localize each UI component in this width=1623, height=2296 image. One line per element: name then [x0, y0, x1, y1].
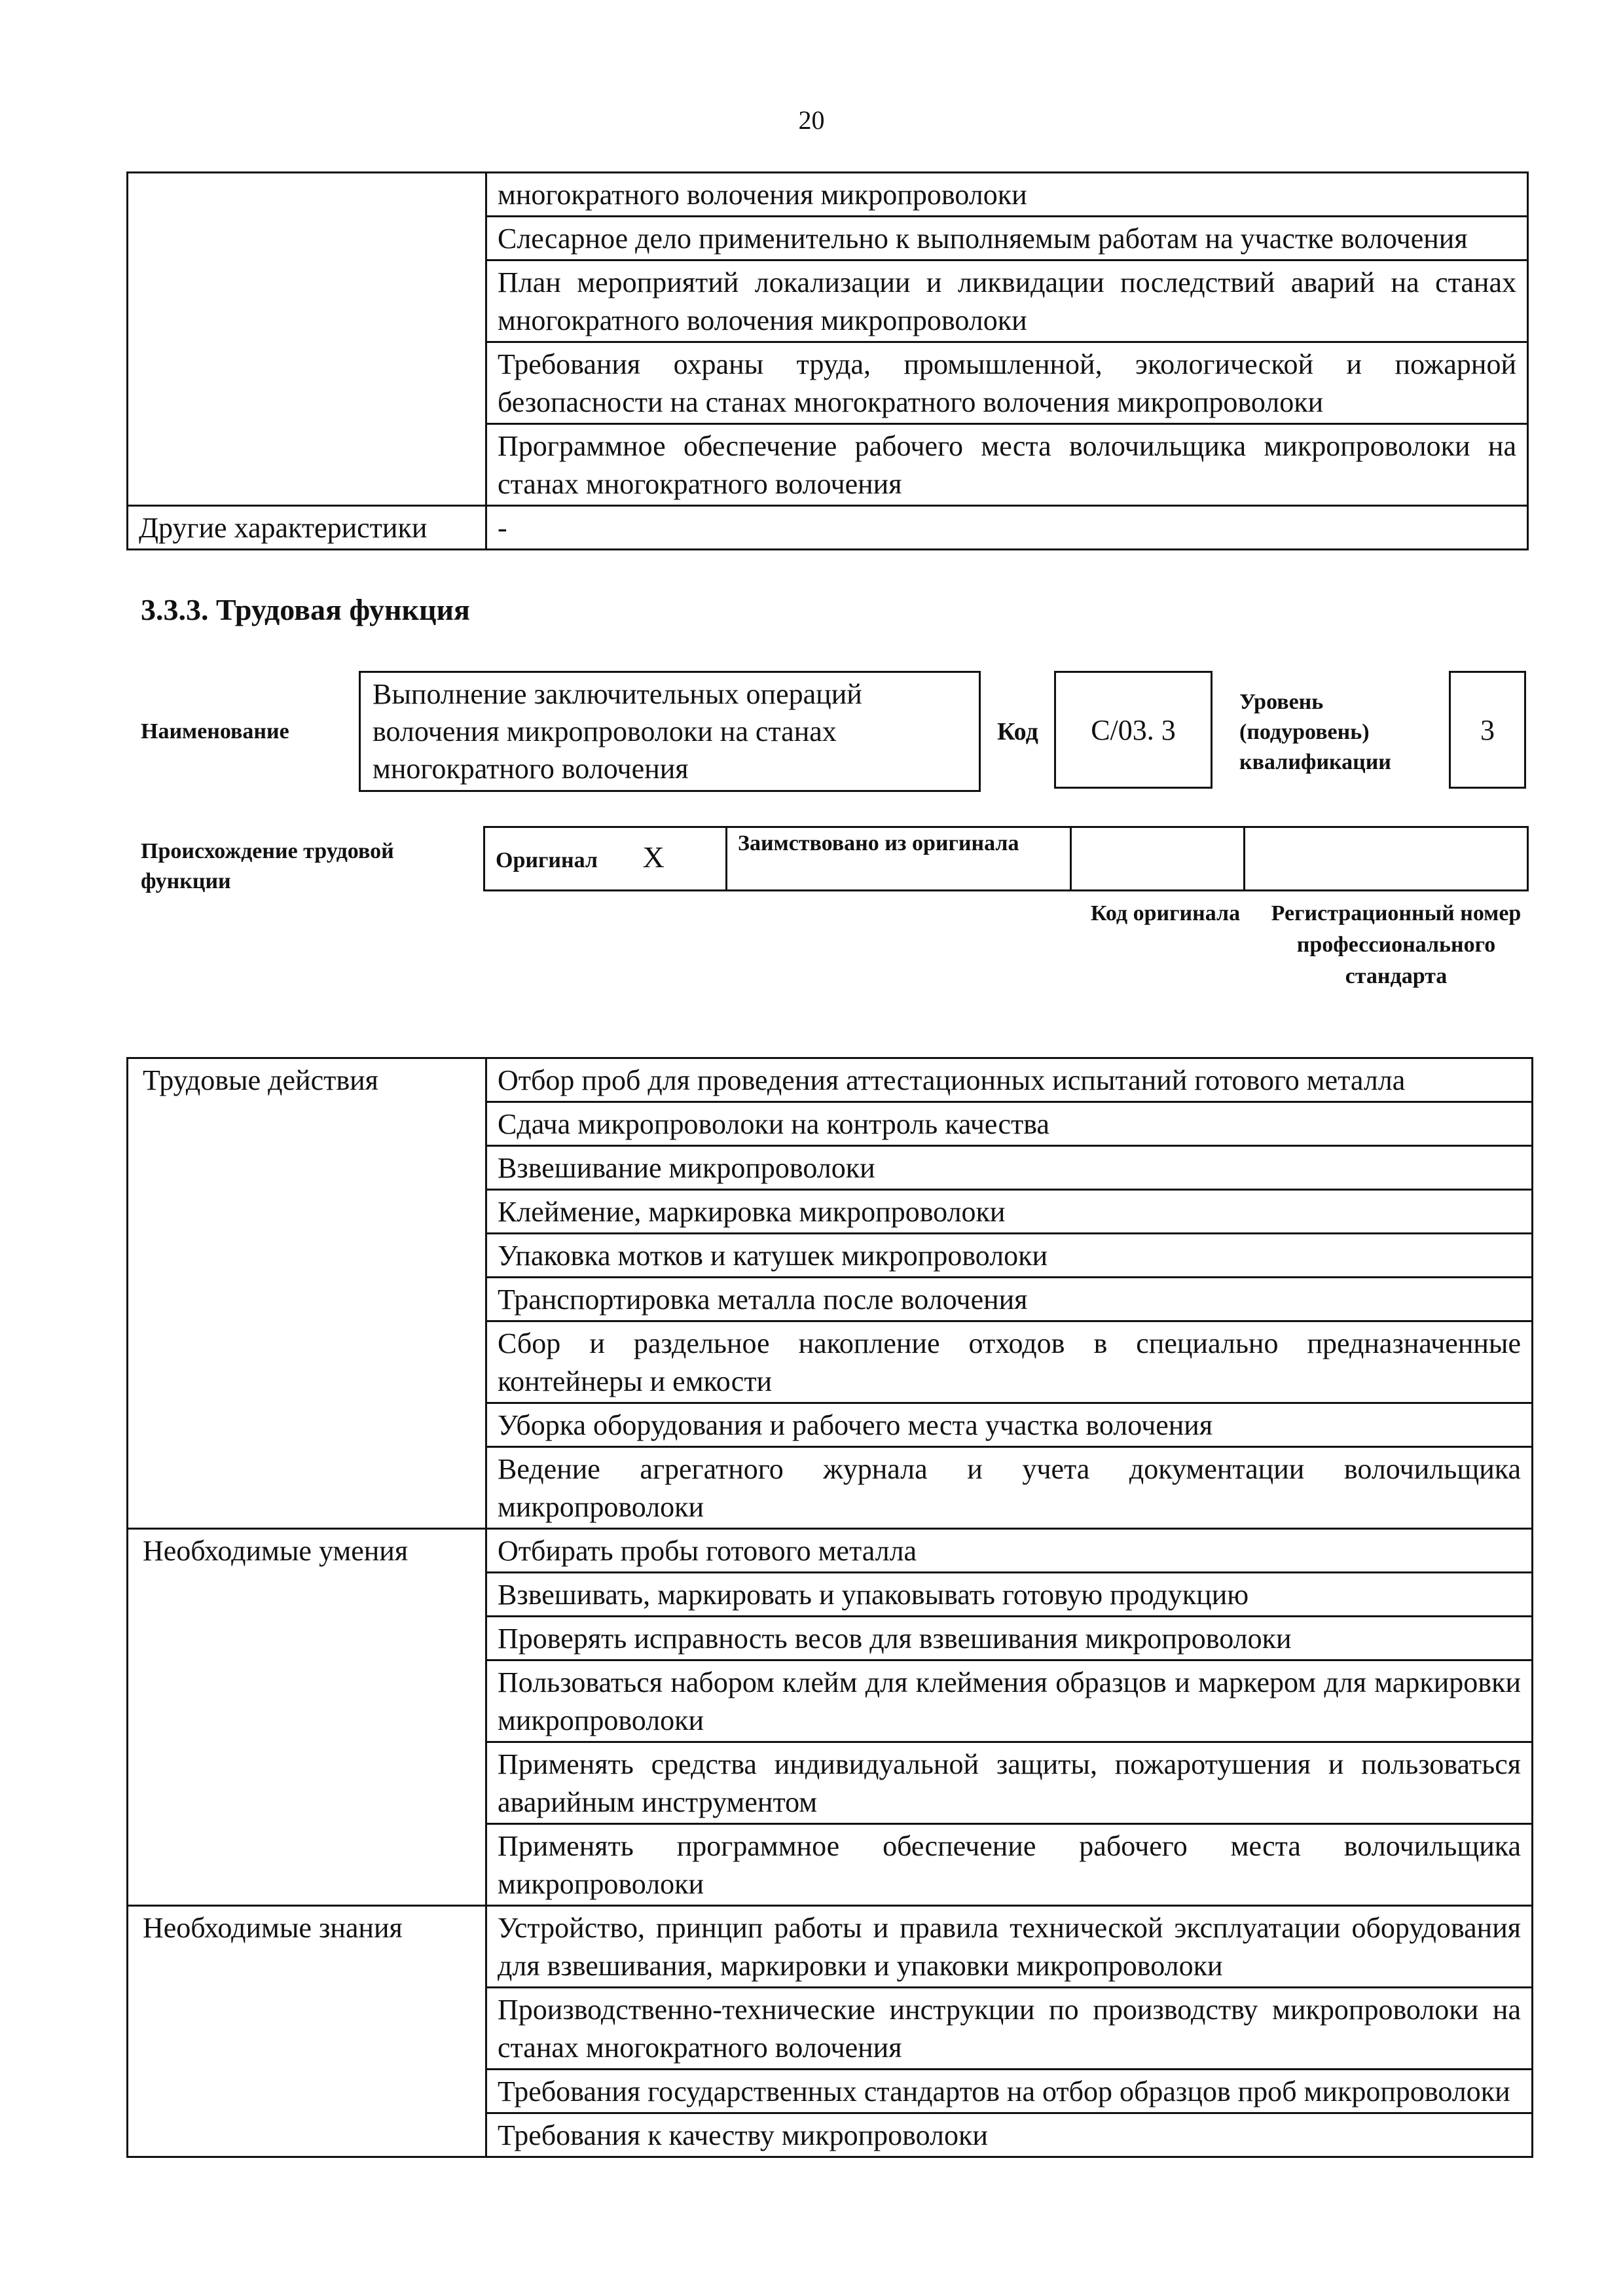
code-original-note: Код оригинала [1090, 901, 1241, 925]
skill-item: Отбирать пробы готового металла [486, 1529, 1533, 1573]
other-characteristics-label: Другие характеристики [128, 506, 486, 550]
skill-item: Пользоваться набором клейм для клеймения образцов и маркером для маркировки микропроволоки [486, 1660, 1533, 1742]
knowledge-item: Производственно-технические инструкции по производству микропроволоки на станах многократного волочения [486, 1988, 1533, 2070]
labor-action-item: Ведение агрегатного журнала и учета документации волочильщика микропроволоки [486, 1447, 1533, 1529]
original-label: Оригинал [496, 848, 598, 872]
reg-number-note: Регистрационный номер профессионального стандарта [1271, 901, 1522, 988]
origin-table [483, 826, 1529, 891]
labor-action-item: Отбор проб для проведения аттестационных испытаний готового металла [486, 1058, 1533, 1102]
labor-actions-label: Трудовые действия [128, 1058, 486, 1529]
original-cell [484, 827, 727, 891]
name-label: Наименование [141, 719, 289, 744]
labor-action-item: Транспортировка металла после волочения [486, 1278, 1533, 1321]
knowledge-item: Устройство, принцип работы и правила технической эксплуатации оборудования для взвешивания, маркировки и упаковки микропроволоки [486, 1906, 1533, 1988]
other-characteristics-value: - [486, 506, 1528, 550]
knowledge-continuation-table [126, 171, 1529, 550]
borrowed-cell: Заимствовано из оригинала [727, 827, 1071, 891]
knowledge-item: Программное обеспечение рабочего места волочильщика микропроволоки на станах многократного волочения [486, 424, 1528, 506]
knowledge-item: Требования к качеству микропроволоки [486, 2113, 1533, 2157]
page-number: 20 [798, 105, 825, 135]
section-title: 3.3.3. Трудовая функция [141, 593, 470, 626]
function-name-box: Выполнение заключительных операций волочения микропроволоки на станах многократного волочения [359, 671, 981, 792]
skill-item: Взвешивать, маркировать и упаковывать готовую продукцию [486, 1573, 1533, 1617]
empty-label-cell [128, 173, 486, 506]
knowledge-item: многократного волочения микропроволоки [486, 173, 1528, 217]
skill-item: Применять программное обеспечение рабочего места волочильщика микропроволоки [486, 1824, 1533, 1906]
level-box: 3 [1449, 671, 1526, 789]
labor-action-item: Взвешивание микропроволоки [486, 1146, 1533, 1190]
skill-item: Проверять исправность весов для взвешивания микропроволоки [486, 1617, 1533, 1660]
origin-label: Происхождение трудовой функции [141, 839, 394, 893]
labor-action-item: Сбор и раздельное накопление отходов в специально предназначенные контейнеры и емкости [486, 1321, 1533, 1403]
labor-action-item: Сдача микропроволоки на контроль качества [486, 1102, 1533, 1146]
skills-label: Необходимые умения [128, 1529, 486, 1906]
knowledge-item: Требования охраны труда, промышленной, экологической и пожарной безопасности на станах многократного волочения микропроволоки [486, 342, 1528, 424]
labor-function-table [126, 1057, 1533, 2158]
labor-action-item: Уборка оборудования и рабочего места участка волочения [486, 1403, 1533, 1447]
code-original-cell [1071, 827, 1245, 891]
skill-item: Применять средства индивидуальной защиты, пожаротушения и пользоваться аварийным инструментом [486, 1742, 1533, 1824]
level-label: Уровень (подуровень) квалификации [1239, 690, 1391, 774]
knowledge-item: Требования государственных стандартов на отбор образцов проб микропроволоки [486, 2070, 1533, 2113]
code-label: Код [997, 718, 1038, 745]
reg-number-cell [1245, 827, 1528, 891]
original-mark: X [642, 840, 665, 874]
knowledge-label: Необходимые знания [128, 1906, 486, 2157]
code-box: С/03. 3 [1054, 671, 1213, 789]
knowledge-item: План мероприятий локализации и ликвидации последствий аварий на станах многократного волочения микропроволоки [486, 260, 1528, 342]
labor-action-item: Упаковка мотков и катушек микропроволоки [486, 1234, 1533, 1278]
labor-action-item: Клеймение, маркировка микропроволоки [486, 1190, 1533, 1234]
knowledge-item: Слесарное дело применительно к выполняемым работам на участке волочения [486, 217, 1528, 260]
